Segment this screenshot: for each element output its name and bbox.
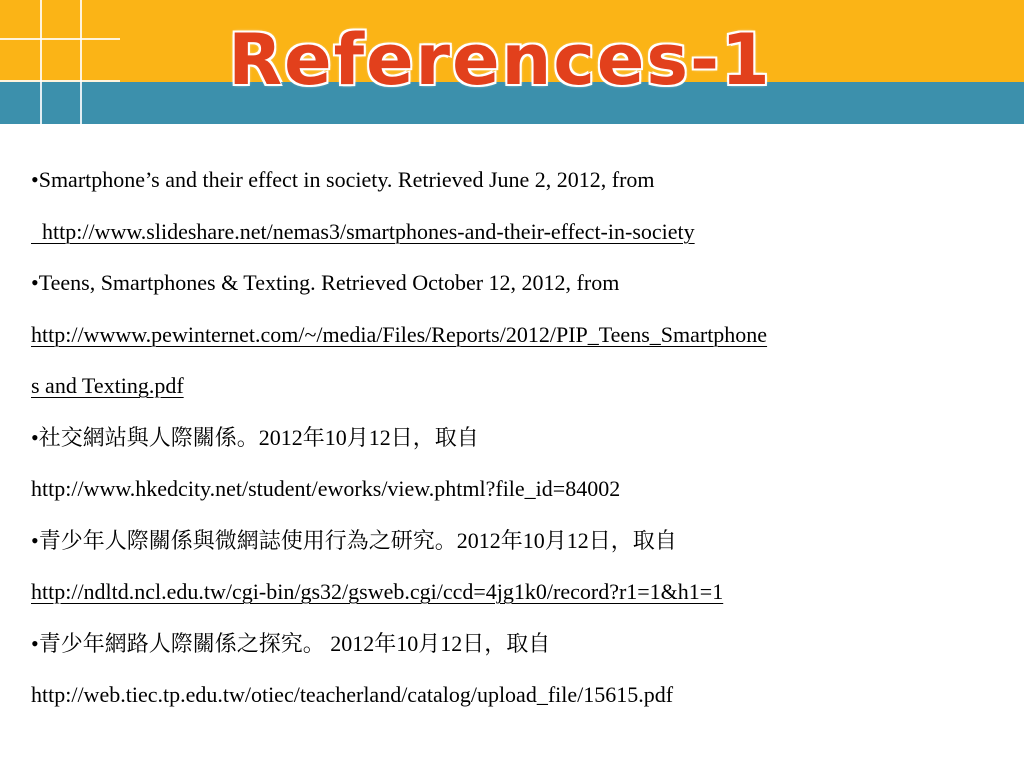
bullet: • [31,630,39,656]
reference-5-url-line [31,675,991,727]
reference-4-text: 青少年人際關係與微網誌使用行為之研究。2012年10月12日，取自 [38,527,677,553]
reference-5-url: http://web.tiec.tp.edu.tw/otiec/teacherland/catalog/upload_file/15615.pdf [31,682,674,707]
bullet: • [31,527,39,553]
bullet: • [31,270,39,295]
reference-1-link[interactable]: http://www.slideshare.net/nemas3/smartphones-and-their-effect-in-society [31,218,695,244]
reference-5-text-line [31,624,991,676]
bullet: • [31,424,39,450]
reference-3-text-line [31,418,991,470]
reference-4-link[interactable]: http://ndltd.ncl.edu.tw/cgi-bin/gs32/gsweb.cgi/ccd=4jg1k0/record?r1=1&h1=1 [31,579,724,604]
reference-2-url-line-1 [31,315,991,367]
slide-title: References-1 [228,19,772,101]
reference-list [31,160,991,727]
reference-3-url-line [31,469,991,521]
reference-2-text: Teens, Smartphones & Texting. Retrieved October 12, 2012, from [38,270,620,295]
reference-4-text-line [31,521,991,573]
reference-5-text: 青少年網路人際關係之探究。 2012年10月12日，取自 [38,630,551,656]
reference-2-link-part-2[interactable]: s and Texting.pdf [31,373,184,398]
reference-1-url-line [31,212,991,264]
reference-1-text-line [31,160,991,212]
reference-3-url: http://www.hkedcity.net/student/eworks/view.phtml?file_id=84002 [31,476,621,501]
reference-3-text: 社交網站與人際關係。2012年10月12日，取自 [38,424,479,450]
reference-2-link-part-1[interactable]: http://wwww.pewinternet.com/~/media/Files/Reports/2012/PIP_Teens_Smartphone [31,321,768,347]
reference-2-text-line [31,263,991,315]
reference-2-url-line-2 [31,366,991,418]
bullet: • [31,167,39,192]
reference-1-text: Smartphone’s and their effect in society. Retrieved June 2, 2012, from [38,167,655,192]
reference-4-url-line [31,572,991,624]
